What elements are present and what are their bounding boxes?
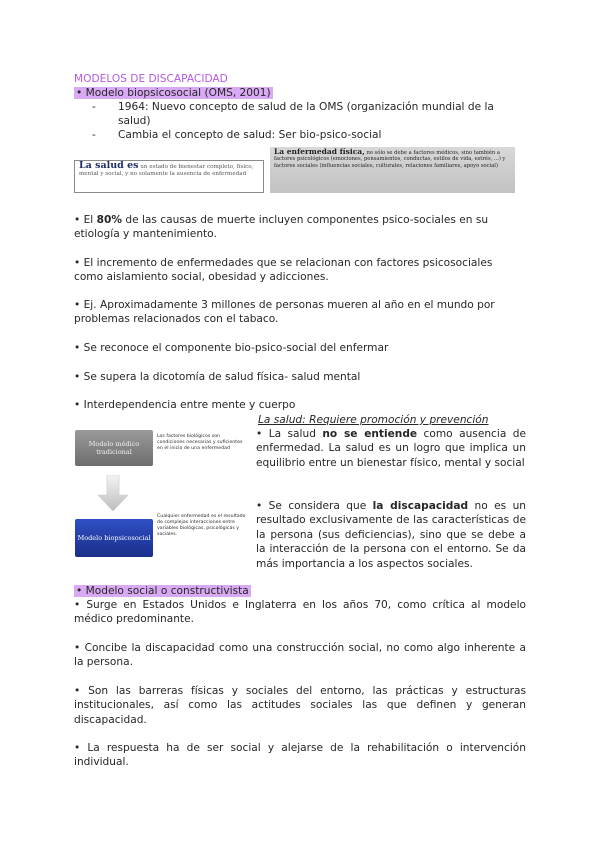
- modelo-biopsicosocial-label: Modelo biopsicosocial: [77, 534, 151, 542]
- dash-item-continued: [92, 114, 532, 128]
- bullet-text: • El: [74, 214, 97, 226]
- definition-salud-image: [74, 160, 264, 193]
- section-heading-social: [74, 584, 251, 598]
- paragraph-text: • La salud: [256, 428, 323, 440]
- section-heading-text: • Modelo social o constructivista: [76, 585, 249, 597]
- document-title: MODELOS DE DISCAPACIDAD: [74, 73, 228, 85]
- bullet-paragraph: • Ej. Aproximadamente 3 millones de personas mueren al año en el mundo por: [74, 299, 495, 311]
- definition-enfermedad-image: [270, 147, 515, 193]
- social-paragraph: • Concibe la discapacidad como una construcción social, no como algo inherente a la persona.: [74, 642, 526, 669]
- paragraph-text: • Se considera que: [256, 500, 373, 512]
- definition-enfermedad-title: La enfermedad física,: [274, 147, 365, 156]
- bullet-text: de las causas de muerte incluyen componentes psico-sociales en su: [121, 214, 489, 226]
- dash-symbol: -: [92, 101, 96, 113]
- arrow-down-icon: [98, 475, 128, 511]
- bullet-paragraph: • El incremento de enfermedades que se relacionan con factores psicosociales: [74, 257, 493, 269]
- social-paragraph: • Surge en Estados Unidos e Inglaterra en los años 70, como crítica al modelo médico predominante.: [74, 599, 526, 626]
- dash-item: [92, 128, 532, 142]
- bullet-paragraph-line: como aislamiento social, obesidad y adicciones.: [74, 271, 329, 283]
- modelo-medico-description: Los factores biológicos son condiciones necesarias y suficientes en el inicio de una enfermedad: [157, 434, 243, 451]
- bullet-paragraph: • Se reconoce el componente bio-psico-social del enfermar: [74, 342, 389, 354]
- dash-symbol: -: [92, 129, 96, 141]
- dash-item: [92, 100, 532, 114]
- bullet-paragraph: [74, 213, 488, 227]
- section-heading-text: • Modelo biopsicosocial (OMS, 2001): [76, 87, 271, 99]
- social-paragraph: • La respuesta ha de ser social y alejarse de la rehabilitación o intervención individual.: [74, 742, 526, 769]
- definition-enfermedad-text: no sólo se debe a factores médicos, sino también a factores psicológicos (emociones, pensamientos, conductas, estilos de vida, estrés, ...) y factores sociales (influencias sociales, culturales, relaciones familiares, apoyo social): [274, 150, 506, 169]
- paragraph-text: como ausencia de enfermedad. La salud es un logro que implica un equilibrio entre un bienestar físico, mental y social: [256, 428, 526, 469]
- definition-salud-text: un estado de bienestar completo, físico, mental y social, y no solamente la ausencia de enfermedad: [79, 164, 254, 177]
- models-diagram: [73, 428, 250, 568]
- section-heading-biopsicosocial: [74, 86, 273, 100]
- bullet-paragraph: • Interdependencia entre mente y cuerpo: [74, 399, 296, 411]
- paragraph-bold: la discapacidad: [372, 500, 469, 512]
- paragraph-text: no es un resultado exclusivamente de las características de la persona (sus deficiencias), sino que se debe a la interacción de la persona con el entorno. Se da más importancia a los aspectos sociales.: [256, 500, 526, 570]
- definition-salud-title: La salud es: [79, 160, 139, 171]
- salud-paragraph-2: [256, 499, 526, 571]
- salud-heading: La salud: Requiere promoción y prevención: [258, 414, 489, 426]
- social-paragraph: • Son las barreras físicas y sociales del entorno, las prácticas y estructuras institucionales, así como las actitudes sociales las que definen y generan discapacidad.: [74, 685, 526, 726]
- bullet-paragraph: • Se supera la dicotomía de salud física- salud mental: [74, 371, 361, 383]
- modelo-medico-label: Modelo médico tradicional: [88, 440, 140, 456]
- bullet-bold: 80%: [96, 214, 122, 226]
- modelo-biopsicosocial-description: Cualquier enfermedad es el resultado de complejas interacciones entre variables biológicas, psicológicas y sociales.: [157, 514, 246, 537]
- paragraph-bold: no se entiende: [322, 428, 418, 440]
- dash-item-text: Cambia el concepto de salud: Ser bio-psico-social: [118, 129, 382, 141]
- salud-paragraph-1: [256, 427, 526, 470]
- bullet-paragraph-line: etiología y mantenimiento.: [74, 228, 217, 240]
- dash-item-text: salud): [118, 115, 151, 127]
- bullet-paragraph-line: problemas relacionados con el tabaco.: [74, 313, 279, 325]
- modelo-medico-box: [75, 430, 153, 466]
- dash-item-text: 1964: Nuevo concepto de salud de la OMS (organización mundial de la: [118, 101, 494, 113]
- modelo-biopsicosocial-box: [75, 519, 153, 557]
